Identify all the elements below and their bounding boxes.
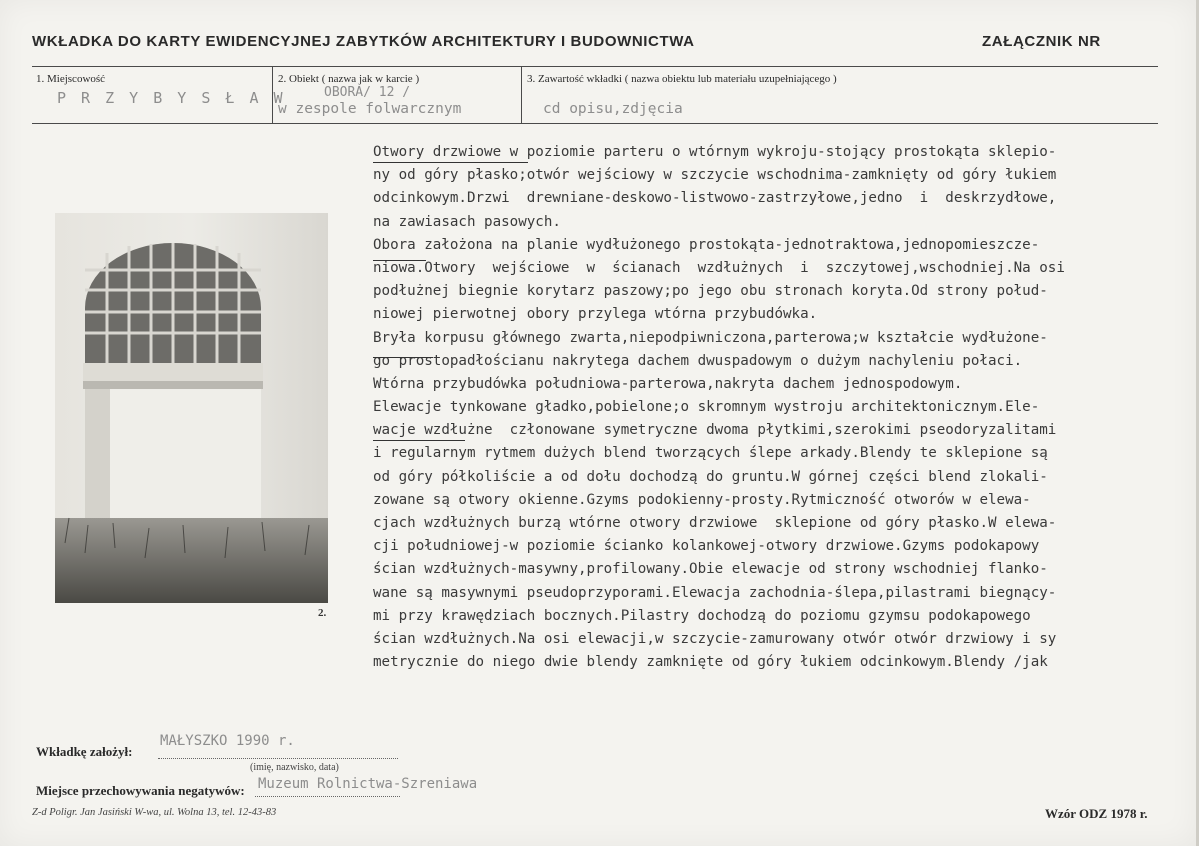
description-line: odcinkowym.Drzwi drewniane-deskowo-listwowo-zastrzyłowe,jedno i deskrzydłowe, (373, 190, 1057, 207)
description-line: niowa.Otwory wejściowe w ścianach wzdłużnych i szczytowej,wschodniej.Na osi (373, 259, 1065, 276)
header-rule-bottom (32, 123, 1158, 124)
description-line: podłużnej biegnie korytarz paszowy;po jego obu stronach koryta.Od strony połud- (373, 283, 1048, 300)
description-line: i regularnym rytmem dużych blend tworzących ślepe arkady.Blendy te sklepione są (373, 445, 1048, 462)
description-line: mi przy krawędziach bocznych.Pilastry dochodzą do poziomu gzymsu podokapowego (373, 607, 1031, 624)
object-label: 2. Obiekt ( nazwa jak w karcie ) (278, 73, 420, 85)
description-line: metrycznie do niego dwie blendy zamknięte od góry łukiem odcinkowym.Blendy /jak (373, 654, 1048, 671)
description-line: ścian wzdłużnych.Na osi elewacji,w szczycie-zamurowany otwór otwór drzwiowy i sy (373, 630, 1057, 647)
description-line: Bryła korpusu głównego zwarta,niepodpiwniczona,parterowa;w kształcie wydłużone- (373, 329, 1048, 346)
description-line: niowej pierwotnej obory przylega wtórna przybudówka. (373, 306, 818, 323)
description-text (373, 141, 1173, 674)
heading-underline-elewacje (373, 440, 465, 441)
author-hint: (imię, nazwisko, data) (250, 762, 339, 773)
description-line: Elewacje tynkowane gładko,pobielone;o skromnym wystroju architektonicznym.Ele- (373, 399, 1040, 416)
printer-imprint: Z-d Poligr. Jan Jasiński W-wa, ul. Wolna 13, tel. 12-43-83 (32, 807, 277, 818)
description-line: Obora założona na planie wydłużonego prostokąta-jednotraktowa,jednopomieszcze- (373, 236, 1040, 253)
heading-underline-bryla (373, 357, 433, 358)
photo-image (55, 213, 328, 603)
description-line: od góry półkoliście a od dołu dochodzą do gruntu.W górnej części blend zlokali- (373, 468, 1048, 485)
negatives-label: Miejsce przechowywania negatywów: (36, 783, 245, 798)
description-line: ścian wzdłużnych-masywny,profilowany.Obie elewacje od strony wschodniej flanko- (373, 561, 1048, 578)
contents-label: 3. Zawartość wkładki ( nazwa obiektu lub materiału uzupełniającego ) (527, 73, 837, 85)
description-line: na zawiasach pasowych. (373, 213, 561, 230)
header-rule-top (32, 66, 1158, 67)
description-line: wane są masywnymi pseudoprzyporami.Elewacja zachodnia-ślepa,pilastrami biegnący- (373, 584, 1057, 601)
object-value-2: w zespole folwarcznym (278, 101, 462, 117)
locality-value: P R Z Y B Y S Ł A W (57, 89, 286, 107)
attachment-number-label: ZAŁĄCZNIK NR (982, 33, 1101, 50)
description-line: wacje wzdłużne członowane symetryczne dwoma płytkimi,szerokimi pseodoryzalitami (373, 422, 1057, 439)
description-line: zowane są otwory okienne.Gzyms podokienny-prosty.Rytmiczność otworów w elewa- (373, 491, 1031, 508)
description-line: cji południowej-w poziomie ścianko kolankowej-otwory drzwiowe.Gzyms podokapowy (373, 538, 1040, 555)
field-divider-2 (521, 66, 522, 123)
negatives-dotted-line (255, 796, 400, 797)
description-line: cjach wzdłużnych burzą wtórne otwory drzwiowe sklepione od góry płasko.W elewa- (373, 515, 1057, 531)
heading-underline-obora (373, 260, 426, 261)
author-dotted-line (158, 758, 398, 759)
form-title: WKŁADKA DO KARTY EWIDENCYJNEJ ZABYTKÓW ARCHITEKTURY I BUDOWNICTWA (32, 33, 695, 50)
negatives-value: Muzeum Rolnictwa-Szreniawa (258, 776, 478, 792)
description-line: Otwory drzwiowe w poziomie parteru o wtórnym wykroju-stojący prostokąta sklepio- (373, 144, 1057, 160)
description-line: ny od góry płasko;otwór wejściowy w szczycie wschodnima-zamknięty od góry łukiem (373, 167, 1057, 184)
form-number: Wzór ODZ 1978 r. (1045, 806, 1148, 821)
photo-caption: 2. (318, 607, 327, 619)
author-label: Wkładkę założył: (36, 744, 133, 759)
photo-arched-window (55, 213, 328, 603)
contents-value: cd opisu,zdjęcia (543, 101, 683, 117)
heading-underline-otwory (373, 162, 528, 163)
locality-label: 1. Miejscowość (36, 73, 106, 85)
description-line: Wtórna przybudówka południowa-parterowa,nakryta dachem jednospodowym. (373, 375, 963, 392)
author-value: MAŁYSZKO 1990 r. (160, 733, 295, 749)
object-value-1: OBORA/ 12 / (324, 85, 411, 100)
description-line: go prostopadłościanu nakrytega dachem dwuspadowym o dużym nachyleniu połaci. (373, 352, 1023, 369)
